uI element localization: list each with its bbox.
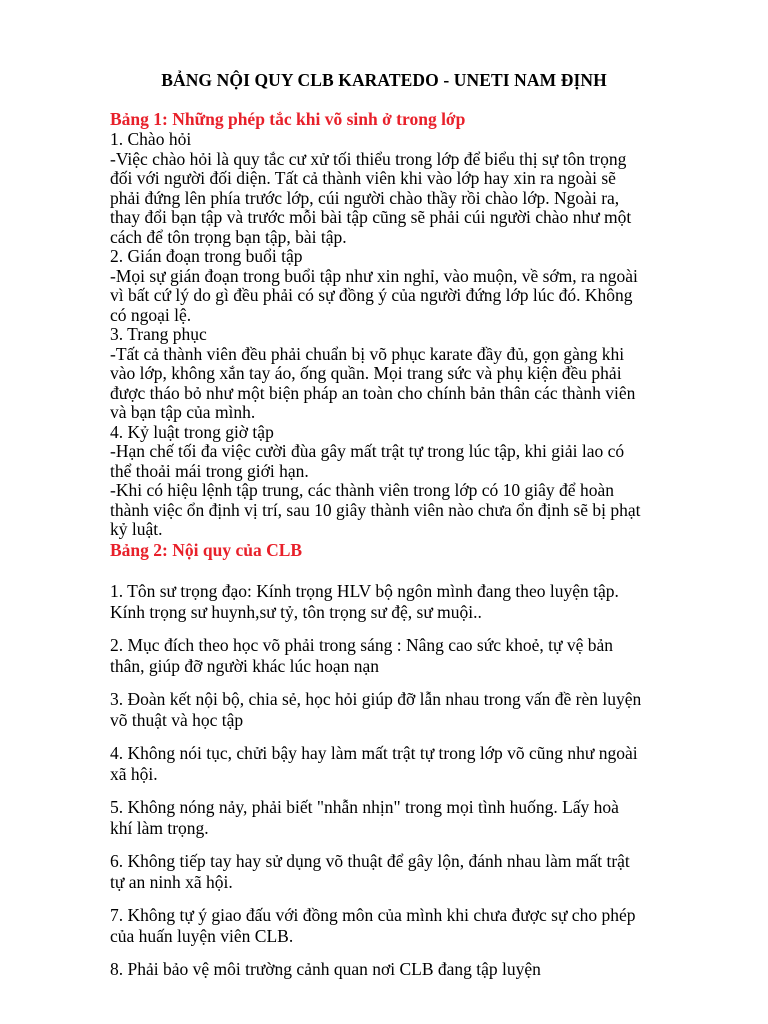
rule-item (110, 959, 658, 980)
text-line: -Hạn chế tối đa việc cười đùa gây mất trật tự trong lúc tập, khi giải lao có (110, 441, 625, 461)
rule-line: xã hội. (110, 763, 158, 784)
rule-line: 6. Không tiếp tay hay sử dụng võ thuật để gây lộn, đánh nhau làm mất trật (110, 850, 630, 871)
section-2-rules (110, 581, 658, 980)
rule-line: của huấn luyện viên CLB. (110, 925, 294, 946)
text-line: có ngoại lệ. (110, 304, 192, 325)
rule-line: 5. Không nóng nảy, phải biết "nhẫn nhịn" trong mọi tình huống. Lấy hoà (110, 796, 619, 817)
text-line: kỷ luật. (110, 519, 163, 539)
rule-line: 3. Đoàn kết nội bộ, chia sẻ, học hỏi giúp đỡ lẫn nhau trong vấn đề rèn luyện (110, 688, 642, 709)
text-line: -Khi có hiệu lệnh tập trung, các thành viên trong lớp có 10 giây để hoàn (110, 480, 614, 500)
rule-line: tự an ninh xã hội. (110, 871, 233, 892)
text-line: và bạn tập của mình. (110, 402, 256, 422)
rule-item (110, 851, 658, 893)
text-line: -Mọi sự gián đoạn trong buổi tập như xin nghỉ, vào muộn, về sớm, ra ngoài (110, 265, 638, 286)
text-line: phải đứng lên phía trước lớp, cúi người chào thầy rồi chào lớp. Ngoài ra, (110, 187, 620, 208)
text-line: được tháo bỏ như một biện pháp an toàn cho chính bản thân các thành viên (110, 382, 636, 403)
text-line: thành việc ổn định vị trí, sau 10 giây thành viên nào chưa ổn định sẽ bị phạt (110, 499, 641, 520)
section-2-heading: Bảng 2: Nội quy của CLB (110, 539, 303, 560)
text-line: 2. Gián đoạn trong buổi tập (110, 246, 303, 266)
text-line: -Việc chào hỏi là quy tắc cư xử tối thiểu trong lớp để biểu thị sự tôn trọng (110, 148, 627, 169)
text-line: -Tất cả thành viên đều phải chuẩn bị võ phục karate đầy đủ, gọn gàng khi (110, 343, 625, 364)
rule-line: 4. Không nói tục, chửi bậy hay làm mất trật tự trong lớp võ cũng như ngoài (110, 742, 638, 763)
rule-item (110, 743, 658, 785)
rule-line: Kính trọng sư huynh,sư tỷ, tôn trọng sư đệ, sư muội.. (110, 601, 482, 622)
rule-line: võ thuật và học tập (110, 709, 244, 730)
text-line: thể thoải mái trong giới hạn. (110, 460, 309, 481)
rule-item (110, 689, 658, 731)
text-line: 3. Trang phục (110, 324, 207, 344)
rule-line: 8. Phải bảo vệ môi trường cảnh quan nơi CLB đang tập luyện (110, 958, 541, 979)
rule-line: 1. Tôn sư trọng đạo: Kính trọng HLV bộ ngôn mình đang theo luyện tập. (110, 580, 619, 601)
section-2 (110, 540, 658, 980)
text-line: 1. Chào hỏi (110, 129, 192, 149)
section-1-heading: Bảng 1: Những phép tắc khi võ sinh ở trong lớp (110, 109, 466, 129)
text-line: đối với người đối diện. Tất cả thành viên khi vào lớp hay xin ra ngoài sẽ (110, 168, 616, 188)
rule-line: khí làm trọng. (110, 817, 209, 838)
rule-item (110, 635, 658, 677)
rule-item (110, 797, 658, 839)
rule-line: thân, giúp đỡ người khác lúc hoạn nạn (110, 655, 380, 676)
text-line: vào lớp, không xắn tay áo, ống quần. Mọi trang sức và phụ kiện đều phải (110, 363, 622, 383)
text-line: 4. Kỷ luật trong giờ tập (110, 421, 274, 442)
section-1 (110, 109, 658, 540)
text-line: cách để tôn trọng bạn tập, bài tập. (110, 226, 347, 247)
text-line: vì bất cứ lý do gì đều phải có sự đồng ý của người đứng lớp lúc đó. Không (110, 285, 633, 305)
section-1-body (110, 130, 658, 540)
rule-line: 7. Không tự ý giao đấu với đồng môn của mình khi chưa được sự cho phép (110, 904, 636, 925)
text-line: thay đổi bạn tập và trước mỗi bài tập cũng sẽ phải cúi người chào như một (110, 207, 632, 227)
rule-line: 2. Mục đích theo học võ phải trong sáng : Nâng cao sức khoẻ, tự vệ bản (110, 634, 614, 655)
page-title: BẢNG NỘI QUY CLB KARATEDO - UNETI NAM ĐỊNH (161, 70, 607, 90)
rule-item (110, 905, 658, 947)
rule-item (110, 581, 658, 623)
